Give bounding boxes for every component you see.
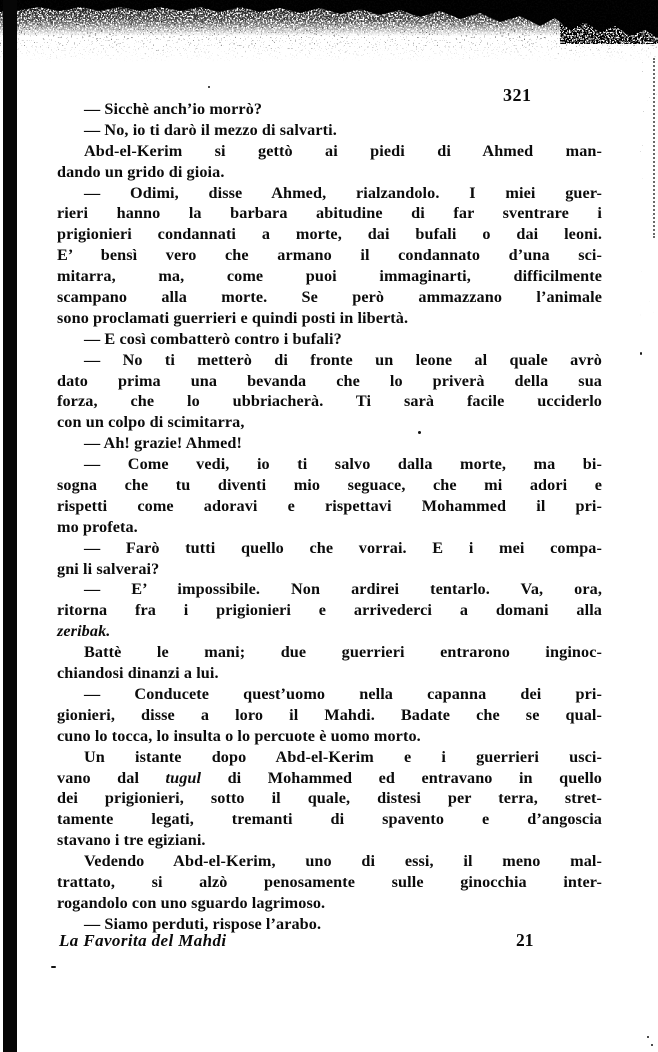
scan-speckle <box>651 1044 653 1046</box>
text-line <box>57 183 602 204</box>
text-segment: E’ bensì vero che armano il condannato d’una sci- <box>57 246 602 265</box>
text-line <box>57 203 602 224</box>
text-segment: rogandolo con uno sguardo lagrimoso. <box>57 893 326 912</box>
text-line <box>57 872 602 893</box>
text-line <box>57 809 602 830</box>
text-segment: forza, che lo ubbriacherà. Ti sarà facile ucciderlo <box>57 392 602 411</box>
text-segment: Battè le mani; due guerrieri entrarono inginoc- <box>84 643 602 662</box>
text-line <box>57 851 602 872</box>
footer-book-title: La Favorita del Mahdi <box>59 931 227 950</box>
text-line <box>57 893 602 914</box>
text-line <box>57 475 602 496</box>
text-line <box>57 538 602 559</box>
text-line <box>57 747 602 768</box>
footer-page-number: 21 <box>516 930 534 950</box>
text-segment: scampano alla morte. Se però ammazzano l’animale <box>57 288 602 307</box>
text-line <box>57 768 602 789</box>
text-segment: rispetti come adoravi e rispettavi Mohammed il pri- <box>57 496 602 515</box>
text-segment: gni li salverai? <box>57 559 160 578</box>
book-binding-bar <box>3 0 17 1052</box>
text-line <box>57 621 602 642</box>
scan-speckle <box>647 1036 649 1038</box>
text-segment: tamente legati, tremanti di spavento e d’angoscia <box>57 810 602 829</box>
text-segment: — Farò tutti quello che vorrai. E i mei compa- <box>84 538 602 557</box>
text-line <box>57 329 602 350</box>
text-segment: stavano i tre egiziani. <box>57 831 206 850</box>
text-segment: — E così combatterò contro i bufali? <box>84 329 342 348</box>
text-segment: — Come vedi, io ti salvo dalla morte, ma bi- <box>84 455 602 474</box>
text-segment: sogna che tu diventi mio seguace, che mi adori e <box>57 476 602 495</box>
text-line <box>57 391 602 412</box>
text-line <box>57 350 602 371</box>
text-line <box>57 600 602 621</box>
text-line <box>57 371 602 392</box>
text-line <box>57 141 602 162</box>
text-segment: chiandosi dinanzi a lui. <box>57 664 219 683</box>
text-segment: — E’ impossibile. Non ardirei tentarlo. Va, ora, <box>84 580 602 599</box>
text-line <box>57 559 602 580</box>
text-segment: — Sicchè anch’io morrò? <box>84 100 263 118</box>
text-segment: trattato, si alzò penosamente sulle ginocchia inter- <box>57 872 602 891</box>
text-segment: cuno lo tocca, lo insulta o lo percuote è uomo morto. <box>57 726 421 745</box>
text-line <box>57 433 602 454</box>
text-line <box>57 579 602 600</box>
text-line <box>57 726 602 747</box>
text-segment: Abd-el-Kerim si gettò ai piedi di Ahmed man- <box>84 141 602 160</box>
text-line <box>57 830 602 851</box>
text-line <box>57 308 602 329</box>
text-segment: sono proclamati guerrieri e quindi posti in libertà. <box>57 308 409 327</box>
text-block <box>57 99 602 935</box>
text-segment: mo profeta. <box>57 517 138 536</box>
text-segment: rieri hanno la barbara abitudine di far sventrare i <box>57 204 602 223</box>
text-line <box>57 266 602 287</box>
text-line <box>57 412 602 433</box>
text-line <box>57 99 602 120</box>
text-line <box>57 287 602 308</box>
scan-speckle <box>640 352 642 355</box>
text-segment: di Mohammed ed entravano in quello <box>201 768 602 787</box>
text-line <box>57 162 602 183</box>
scan-top-noise-band <box>0 0 658 40</box>
text-segment: Un istante dopo Abd-el-Kerim e i guerrieri usci- <box>84 747 602 766</box>
text-segment: con un colpo di scimitarra, <box>57 413 245 432</box>
text-segment: — No, io ti darò il mezzo di salvarti. <box>84 120 337 139</box>
text-line <box>57 245 602 266</box>
text-segment: Vedendo Abd-el-Kerim, uno di essi, il meno mal- <box>84 852 602 871</box>
text-line <box>57 788 602 809</box>
text-line <box>57 705 602 726</box>
text-line <box>57 120 602 141</box>
italic-term: zeribak. <box>57 622 111 641</box>
text-segment: — Odimi, disse Ahmed, rialzandolo. I miei guer- <box>84 183 602 202</box>
text-line <box>57 663 602 684</box>
text-segment: mitarra, ma, come puoi immaginarti, difficilmente <box>57 267 602 286</box>
text-segment: — Siamo perduti, rispose l’arabo. <box>84 914 322 933</box>
text-segment: ritorna fra i prigionieri e arrivederci a domani alla <box>57 601 602 620</box>
text-line <box>57 224 602 245</box>
text-line <box>57 684 602 705</box>
text-segment: — Conducete quest’uomo nella capanna dei pri- <box>84 684 602 703</box>
text-segment: dei prigionieri, sotto il quale, distesi per terra, stret- <box>57 789 602 808</box>
text-segment: — No ti metterò di fronte un leone al quale avrò <box>84 350 602 369</box>
text-line <box>57 454 602 475</box>
text-segment: — Ah! grazie! Ahmed! <box>84 434 243 453</box>
text-segment: dando un grido di gioia. <box>57 162 225 181</box>
text-segment: dato prima una bevanda che lo priverà della sua <box>57 371 602 390</box>
text-segment: gionieri, disse a loro il Mahdi. Badate che se qual- <box>57 705 602 724</box>
scan-edge-dots <box>653 58 655 238</box>
text-segment: prigionieri condannati a morte, dai bufali o dai leoni. <box>57 225 602 244</box>
text-line <box>57 517 602 538</box>
scan-speckle <box>208 86 210 88</box>
scan-speckle <box>51 966 56 968</box>
text-line <box>57 496 602 517</box>
text-segment: vano dal <box>57 768 166 787</box>
italic-term: tugul <box>165 768 202 787</box>
page-number: 321 <box>503 85 532 105</box>
text-line <box>57 642 602 663</box>
